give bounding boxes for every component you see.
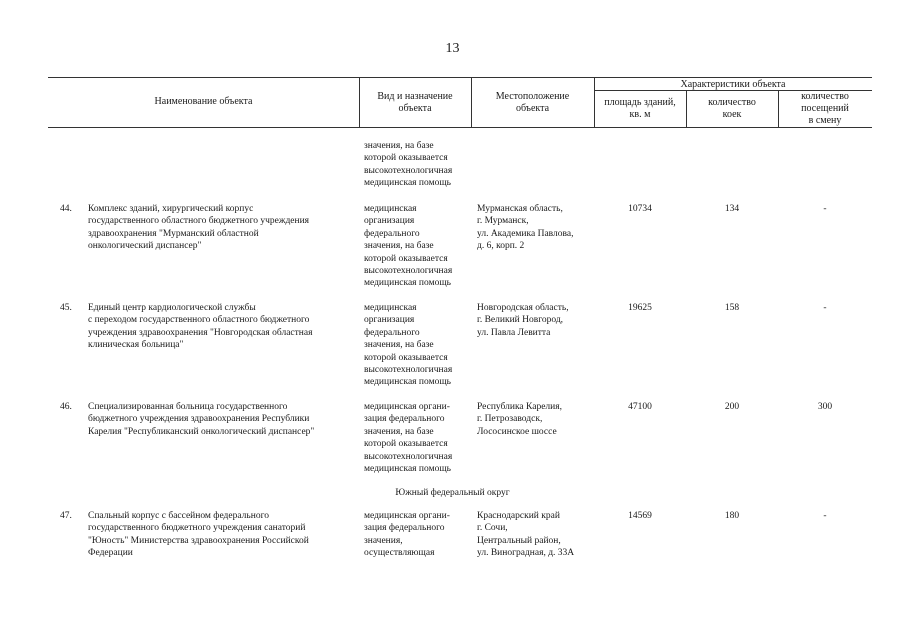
header-location: Местоположение объекта — [495, 91, 570, 114]
header-name: Наименование объекта — [154, 96, 253, 107]
row-44-beds: 134 — [724, 204, 740, 214]
row-47-visits: - — [823, 511, 827, 521]
row-47-number: 47. — [60, 511, 72, 521]
row-46-location: Республика Карелия, г. Петрозаводск, Лососинское шоссе — [477, 402, 562, 437]
row-44-name: Комплекс зданий, хирургический корпус государственного областного бюджетного учреждения здравоохранения "Мурманский областной онкологический диспансер" — [88, 204, 310, 252]
row-45-beds: 158 — [724, 303, 740, 313]
header-beds: количество коек — [708, 97, 756, 120]
row-46-area: 47100 — [628, 402, 652, 412]
row-47-area: 14569 — [628, 511, 652, 521]
row-44-visits: - — [823, 204, 827, 214]
header-type: Вид и назначение объекта — [377, 91, 453, 114]
row-45-location: Новгородская область, г. Великий Новгород, ул. Павла Левитта — [477, 303, 569, 338]
row-44-area: 10734 — [628, 204, 652, 214]
header-visits: количество посещений в смену — [801, 91, 849, 126]
row-47-type: медицинская органи- зация федерального значения, осуществляющая — [364, 511, 450, 559]
page-number: 13 — [445, 41, 460, 56]
row-46-visits: 300 — [817, 402, 833, 412]
row-44-number: 44. — [60, 204, 72, 214]
header-bottom-rule — [48, 127, 872, 128]
row-47-location: Краснодарский край г. Сочи, Центральный район, ул. Виноградная, д. 33А — [477, 511, 575, 559]
row-44-type: медицинская организация федерального значения, на базе которой оказывается высокотехнологичная медицинская помощь — [364, 204, 453, 289]
row-45-area: 19625 — [628, 303, 652, 313]
header-characteristics: Характеристики объекта — [680, 79, 786, 90]
row-47-name: Спальный корпус с бассейном федерального государственного бюджетного учреждения санаторий "Юность" Министерства здравоохранения Российской Федерации — [88, 511, 309, 559]
row-44-location: Мурманская область, г. Мурманск, ул. Академика Павлова, д. 6, корп. 2 — [477, 204, 574, 252]
header-area: площадь зданий, кв. м — [604, 97, 676, 120]
row-45-number: 45. — [60, 303, 72, 313]
row-46-name: Специализированная больница государственного бюджетного учреждения здравоохранения Республики Карелия "Республиканский онкологический диспансер" — [88, 402, 315, 437]
row-45-visits: - — [823, 303, 827, 313]
row-45-name: Единый центр кардиологической службы с переходом государственного областного бюджетного учреждения здравоохранения "Новгородская областная клиническая больница" — [88, 303, 313, 351]
row-46-beds: 200 — [724, 402, 740, 412]
row-46-number: 46. — [60, 402, 72, 412]
row-45-type: медицинская организация федерального значения, на базе которой оказывается высокотехнологичная медицинская помощь — [364, 303, 453, 388]
region-heading-south: Южный федеральный округ — [395, 488, 510, 498]
row-46-type: медицинская органи- зация федерального значения, на базе которой оказывается высокотехнологичная медицинская помощь — [364, 402, 453, 475]
header-top-rule — [48, 77, 872, 78]
row-47-beds: 180 — [724, 511, 740, 521]
continuation-text: значения, на базе которой оказывается высокотехнологичная медицинская помощь — [364, 141, 453, 189]
